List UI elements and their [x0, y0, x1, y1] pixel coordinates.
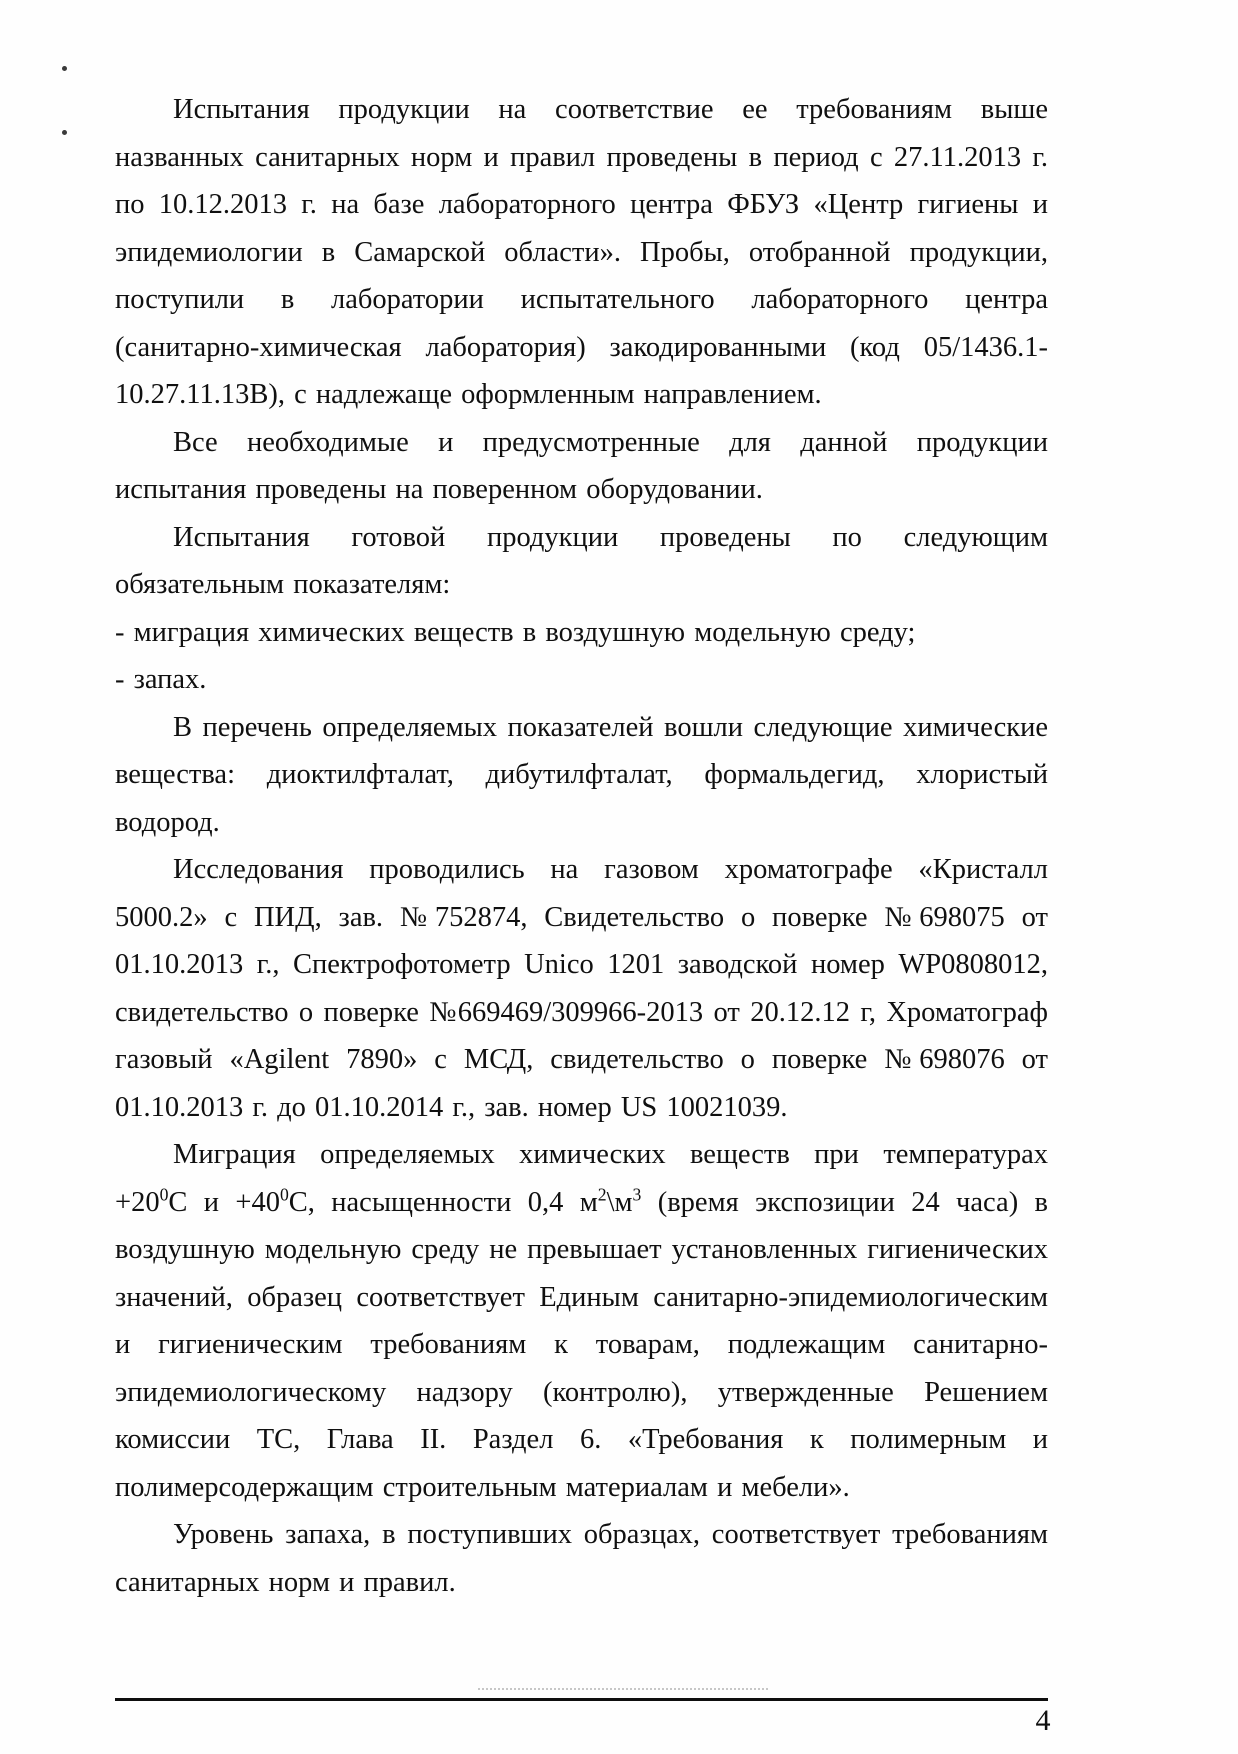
paragraph-with-superscripts [115, 1131, 1048, 1511]
paragraph-text: \м [606, 1186, 633, 1218]
paragraph: В перечень определяемых показателей вошли следующие химические вещества: диоктилфталат, дибутилфталат, формальдегид, хлористый водород. [115, 711, 1048, 838]
paragraph: Исследования проводились на газовом хроматографе «Кристалл 5000.2» с ПИД, зав. №752874, Свидетельство о поверке №698075 от 01.10.2013 г., Спектрофотометр Unico 1201 заводской номер WP0808012, свидетельство о поверке №669469/309966-2013 от 20.12.12 г, Хроматограф газовый «Agilent 7890» с МСД, свидетельство о поверке №698076 от 01.10.2013 г. до 01.10.2014 г., зав. номер US 10021039. [115, 854, 1048, 1123]
paragraph-text: С, насыщенности 0,4 м [288, 1186, 598, 1218]
list-item: - запах. [115, 664, 207, 695]
scan-noise-artifact [478, 1688, 768, 1690]
page-number: 4 [1035, 1704, 1051, 1737]
paragraph: Уровень запаха, в поступивших образцах, соответствует требованиям санитарных норм и правил. [115, 1519, 1048, 1598]
scan-speck [62, 130, 67, 135]
footer-rule [115, 1698, 1048, 1701]
paragraph: Все необходимые и предусмотренные для данной продукции испытания проведены на поверенном оборудовании. [115, 426, 1048, 505]
scan-speck [62, 66, 67, 71]
superscript: 0 [279, 1184, 289, 1204]
paragraph-text: (время экспозиции 24 часа) в воздушную модельную среду не превышает установленных гигиенических значений, образец соответствует Единым санитарно-эпидемиологическим и гигиеническим требованиям к товарам, подлежащим санитарно-эпидемиологическому надзору (контролю), утвержденные Решением комиссии ТС, Глава II. Раздел 6. «Требования к полимерным и полимерсодержащим строительным материалам и мебели». [115, 1186, 1048, 1503]
paragraph: Испытания продукции на соответствие ее требованиям выше названных санитарных норм и правил проведены в период с 27.11.2013 г. по 10.12.2013 г. на базе лабораторного центра ФБУЗ «Центр гигиены и эпидемиологии в Самарской области». Пробы, отобранной продукции, поступили в лаборатории испытательного лабораторного центра (санитарно-химическая лаборатория) закодированными (код 05/1436.1-10.27.11.13В), с надлежаще оформленным направлением. [115, 94, 1048, 410]
paragraph-text: Миграция определяемых химических веществ при температурах +20 [115, 1139, 1048, 1218]
document-body [115, 86, 1048, 1606]
superscript: 0 [159, 1184, 169, 1204]
paragraph-text: С и +40 [168, 1186, 280, 1218]
superscript: 3 [632, 1184, 642, 1204]
paragraph: Испытания готовой продукции проведены по следующим обязательным показателям: [115, 521, 1048, 600]
superscript: 2 [597, 1184, 607, 1204]
list-item: - миграция химических веществ в воздушную модельную среду; [115, 616, 916, 648]
